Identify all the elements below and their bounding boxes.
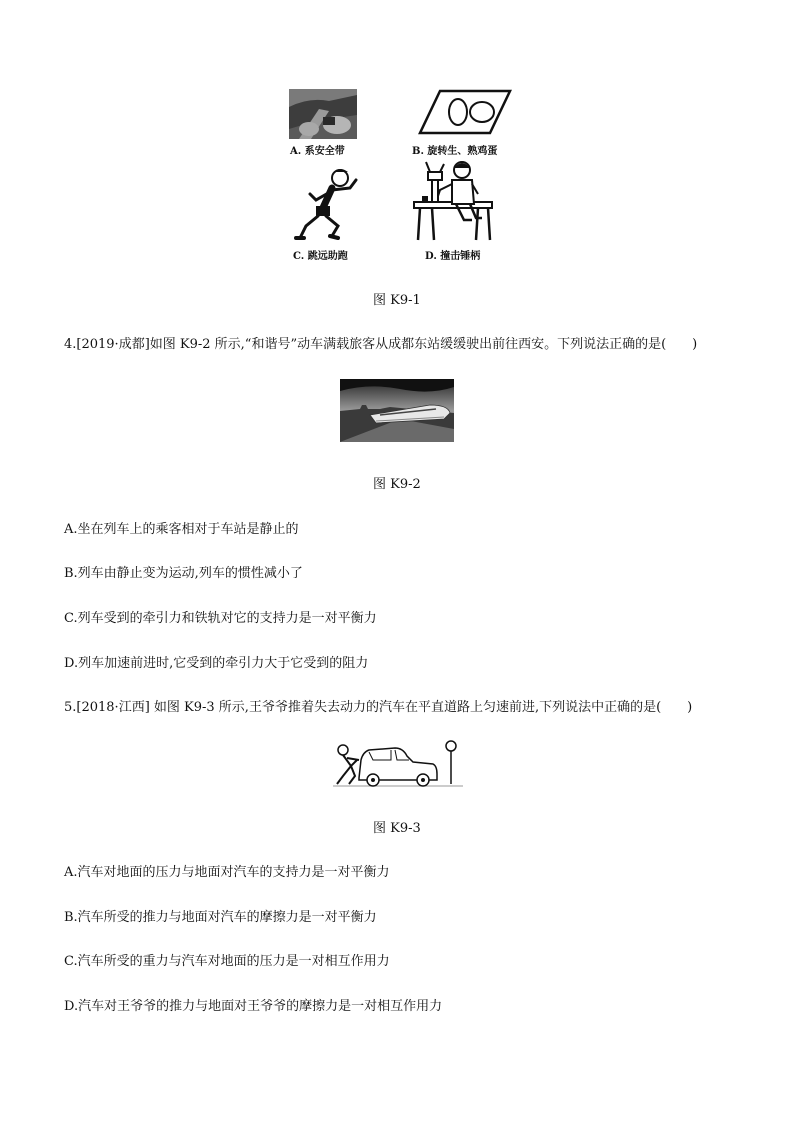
- question-5-choice-b: B.汽车所受的推力与地面对汽车的摩擦力是一对平衡力: [64, 910, 377, 925]
- figure-k9-3-caption: 图 K9-3: [373, 821, 421, 836]
- question-5-choice-c: C.汽车所受的重力与汽车对地面的压力是一对相互作用力: [64, 954, 390, 969]
- high-speed-train-photo: [340, 379, 454, 442]
- question-5-choice-d: D.汽车对王爷爷的推力与地面对王爷爷的摩擦力是一对相互作用力: [64, 999, 443, 1014]
- running-man-icon: [292, 166, 364, 242]
- question-4-choice-c: C.列车受到的牵引力和铁轨对它的支持力是一对平衡力: [64, 611, 377, 626]
- man-pushing-car-illustration: [333, 738, 463, 790]
- question-4-choice-a: A.坐在列车上的乘客相对于车站是静止的: [64, 522, 299, 537]
- figure-k9-2-caption: 图 K9-2: [373, 477, 421, 492]
- eggs-on-plate-icon: [418, 89, 512, 135]
- option-c-caption: C. 跳远助跑: [293, 251, 348, 262]
- question-4-choice-d: D.列车加速前进时,它受到的牵引力大于它受到的阻力: [64, 656, 369, 671]
- question-5-choice-a: A.汽车对地面的压力与地面对汽车的支持力是一对平衡力: [64, 865, 390, 880]
- question-4-choice-b: B.列车由静止变为运动,列车的惯性减小了: [64, 566, 303, 581]
- option-a-caption: A. 系安全带: [290, 146, 345, 157]
- hammer-on-bench-icon: [412, 160, 494, 242]
- option-b-caption: B. 旋转生、熟鸡蛋: [412, 146, 498, 157]
- option-d-caption: D. 撞击锤柄: [425, 251, 481, 262]
- question-5-stem: 5.[2018·江西] 如图 K9-3 所示,王爷爷推着失去动力的汽车在平直道路上匀速前进,下列说法中正确的是( ): [64, 700, 693, 715]
- figure-k9-1-caption: 图 K9-1: [373, 293, 421, 308]
- seat-belt-photo: [289, 89, 357, 139]
- question-4-stem: 4.[2019·成都]如图 K9-2 所示,“和谐号”动车满载旅客从成都东站缓缓驶出前往西安。下列说法正确的是( ): [64, 337, 698, 352]
